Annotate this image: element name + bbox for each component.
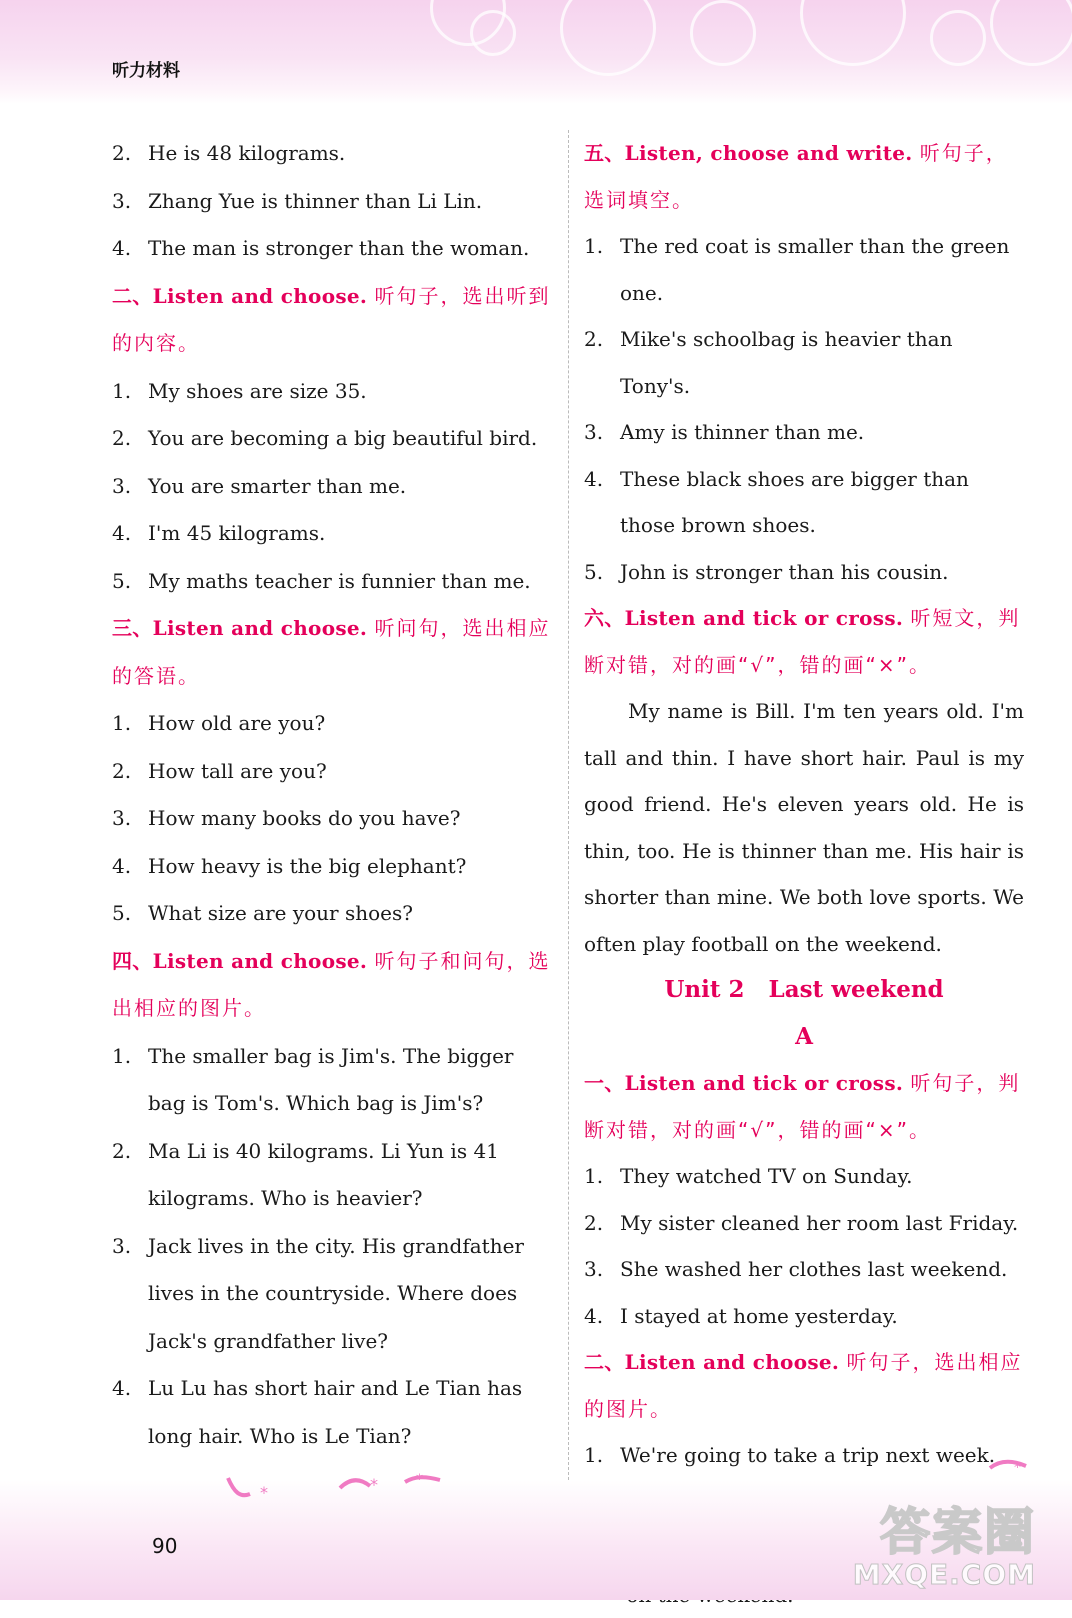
right-column <box>584 130 1024 1618</box>
list-item: 2. You are becoming a big beautiful bird. <box>112 426 538 450</box>
unit-title: Unit 2 Last weekend <box>664 976 944 1003</box>
list-item: 1. My shoes are size 35. <box>112 378 367 403</box>
list-item: 2. He is 48 kilograms. <box>112 141 346 165</box>
section-heading: 六、Listen and tick or cross. 听短文，判断对错，对的画“√”，错的画“×”。 <box>584 606 1021 677</box>
svg-text:*: * <box>370 1475 378 1494</box>
decorative-flourish <box>220 1468 460 1508</box>
list-item: 1. The red coat is smaller than the green one. <box>584 234 1010 305</box>
list-item: 1. The smaller bag is Jim's. The bigger bag is Tom's. Which bag is Jim's? <box>112 1043 514 1115</box>
svg-text:*: * <box>260 1483 268 1502</box>
list-item: 1. We're going to take a trip next week. <box>584 1443 996 1467</box>
decorative-flourish <box>986 1456 1036 1480</box>
list-item: 5. What size are your shoes? <box>112 901 413 925</box>
section-heading: 二、Listen and choose. 听句子，选出相应的图片。 <box>584 1350 1023 1421</box>
watermark-url: MXQE.COM <box>852 1558 1036 1591</box>
list-item: 4. These black shoes are bigger than those brown shoes. <box>584 466 969 537</box>
column-divider <box>568 130 569 1480</box>
section-heading: 二、Listen and choose. 听句子，选出听到的内容。 <box>112 283 551 355</box>
list-item: 3. She washed her clothes last weekend. <box>584 1257 1008 1281</box>
list-item: 4. I'm 45 kilograms. <box>112 521 326 545</box>
section-heading: 三、Listen and choose. 听问句，选出相应的答语。 <box>112 616 551 688</box>
list-item: 4. How heavy is the big elephant? <box>112 853 467 878</box>
list-item: 2. Ma Li is 40 kilograms. Li Yun is 41 kilograms. Who is heavier? <box>112 1138 499 1210</box>
list-item: 3. How many books do you have? <box>112 806 461 830</box>
svg-text:*: * <box>416 1472 423 1488</box>
list-item: 2. How tall are you? <box>112 758 327 783</box>
list-item: 3. You are smarter than me. <box>112 473 407 498</box>
section-heading: 五、Listen, choose and write. 听句子，选词填空。 <box>584 141 1008 212</box>
list-item: 3. Jack lives in the city. His grandfather lives in the countryside. Where does Jack's grandfather live? <box>112 1233 524 1353</box>
page-header-title: 听力材料 <box>112 61 180 81</box>
page-number: 90 <box>152 1534 178 1558</box>
list-item: 2. Mike's schoolbag is heavier than Tony's. <box>584 327 953 398</box>
list-item: 5. John is stronger than his cousin. <box>584 559 949 584</box>
list-item: 2. My sister cleaned her room last Friday. <box>584 1210 1019 1235</box>
left-column <box>112 130 552 1460</box>
list-item: 4. Lu Lu has short hair and Le Tian has long hair. Who is Le Tian? <box>112 1376 523 1448</box>
section-heading: 一、Listen and tick or cross. 听句子，判断对错，对的画“√”，错的画“×”。 <box>584 1071 1021 1142</box>
svg-text:*: * <box>1014 1460 1021 1476</box>
watermark <box>852 1488 1042 1598</box>
list-item: 4. I stayed at home yesterday. <box>584 1303 898 1328</box>
watermark-logo-text: 答案圈 <box>880 1503 1036 1561</box>
list-item: 3. Amy is thinner than me. <box>584 420 865 444</box>
header-band <box>0 0 1072 104</box>
section-heading: 四、Listen and choose. 听句子和问句，选出相应的图片。 <box>112 948 551 1020</box>
list-item: 3. Zhang Yue is thinner than Li Lin. <box>112 188 483 213</box>
list-item: 1. They watched TV on Sunday. <box>584 1164 913 1188</box>
list-item: 1. How old are you? <box>112 711 326 735</box>
section-letter: A <box>795 1022 813 1050</box>
list-item: 4. The man is stronger than the woman. <box>112 236 530 260</box>
listening-passage: My name is Bill. I'm ten years old. I'm tall and thin. I have short hair. Paul is my good friend. He's eleven years old. He is thin, too. He is thinner than me. His hair is shorter than mine. We both love sports. We often play football on the weekend. <box>584 699 1024 956</box>
list-item: 5. My maths teacher is funnier than me. <box>112 568 531 593</box>
